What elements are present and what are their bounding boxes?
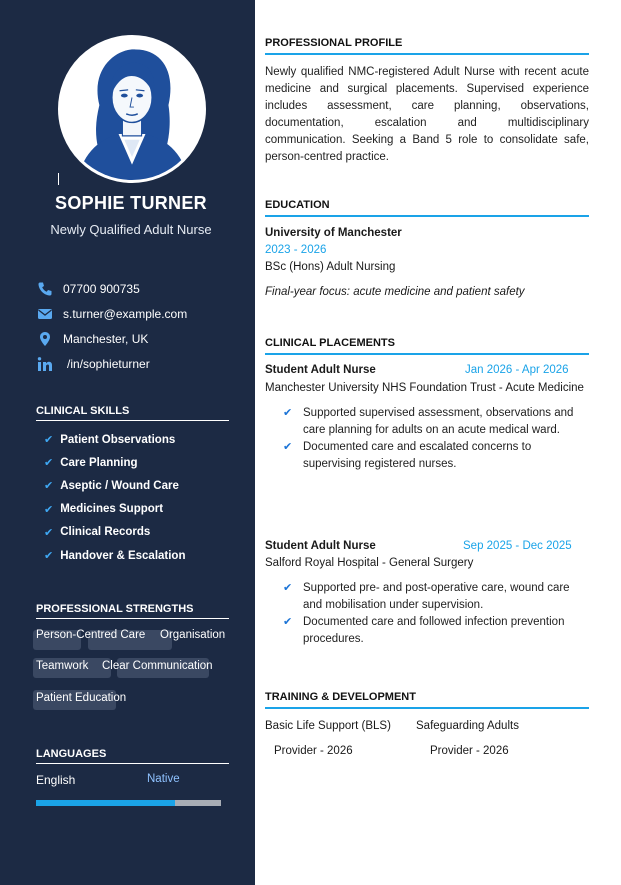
placement-dates: Sep 2025 - Dec 2025 <box>463 540 572 552</box>
check-icon: ✔ <box>283 407 293 419</box>
location-pin-icon <box>36 330 54 348</box>
training-name: Basic Life Support (BLS) <box>265 720 391 732</box>
education-years: 2023 - 2026 <box>265 244 327 256</box>
profile-summary: Newly qualified NMC-registered Adult Nurse with recent acute medicine and surgical placements. Supervised experience includes assessment, care planning, observations, documentation, escalation and multidisciplinary communication. Seeking a Band 5 role to consolidate safe, person-centred practice. <box>265 66 589 163</box>
check-icon: ✔ <box>44 526 54 539</box>
envelope-icon <box>36 305 54 323</box>
placement-org: Manchester University NHS Foundation Trust - Acute Medicine <box>265 382 584 394</box>
skill-item <box>44 428 185 451</box>
bullet-text: Documented care and escalated concerns to supervising registered nurses. <box>303 441 532 470</box>
training-name: Safeguarding Adults <box>416 720 519 732</box>
phone-text: 07700 900735 <box>63 281 140 296</box>
placement-role: Student Adult Nurse <box>265 540 376 552</box>
candidate-name: SOPHIE TURNER <box>55 193 207 213</box>
strength-tag: Organisation <box>160 629 226 641</box>
skill-item <box>44 544 185 567</box>
strengths-heading: PROFESSIONAL STRENGTHS <box>36 603 229 619</box>
skill-item <box>44 474 185 497</box>
strength-tag: Teamwork <box>36 660 89 672</box>
placement-dates: Jan 2026 - Apr 2026 <box>465 364 569 376</box>
education-focus: Final-year focus: acute medicine and patient safety <box>265 286 525 298</box>
phone-icon <box>36 280 54 298</box>
placement-bullets <box>283 580 583 648</box>
language-proficiency-bar <box>36 800 221 806</box>
contact-location <box>36 326 236 351</box>
strength-tag: Person-Centred Care <box>36 629 146 641</box>
text-cursor <box>58 173 59 185</box>
bullet-text: Supported supervised assessment, observations and care planning for adults on an acute medical ward. <box>303 407 574 436</box>
skill-label: Aseptic / Wound Care <box>60 479 179 492</box>
check-icon: ✔ <box>44 503 54 516</box>
language-proficiency-fill <box>36 800 175 806</box>
languages-heading: LANGUAGES <box>36 748 229 764</box>
skill-label: Handover & Escalation <box>60 549 186 562</box>
profile-heading: PROFESSIONAL PROFILE <box>265 37 589 55</box>
language-name: English <box>36 773 76 787</box>
bullet-text: Documented care and followed infection prevention procedures. <box>303 616 565 645</box>
skill-label: Patient Observations <box>60 433 176 446</box>
check-icon: ✔ <box>44 480 54 493</box>
training-provider: Provider - 2026 <box>430 745 509 757</box>
training-provider: Provider - 2026 <box>274 745 353 757</box>
linkedin-icon <box>36 355 54 373</box>
placements-heading: CLINICAL PLACEMENTS <box>265 337 589 355</box>
placement-role: Student Adult Nurse <box>265 364 376 376</box>
sidebar <box>0 0 255 885</box>
contact-email <box>36 301 236 326</box>
skill-label: Clinical Records <box>60 526 151 539</box>
avatar <box>58 35 206 183</box>
skill-label: Care Planning <box>60 456 138 469</box>
portrait-illustration-icon <box>61 38 203 180</box>
placement-bullet <box>283 580 583 614</box>
linkedin-link[interactable]: /in/sophieturner <box>67 356 150 371</box>
location-text: Manchester, UK <box>63 331 149 346</box>
placement-bullet <box>283 439 583 473</box>
placement-bullets <box>283 405 583 473</box>
placement-bullet <box>283 614 583 648</box>
strength-tag: Patient Education <box>36 692 127 704</box>
clinical-skills-heading: CLINICAL SKILLS <box>36 405 229 421</box>
bullet-text: Supported pre- and post-operative care, wound care and mobilisation under supervision. <box>303 582 570 611</box>
skill-label: Medicines Support <box>60 503 164 516</box>
skill-item <box>44 451 185 474</box>
education-heading: EDUCATION <box>265 199 589 217</box>
strength-tag: Clear Communication <box>102 660 213 672</box>
check-icon: ✔ <box>44 457 54 470</box>
placement-bullet <box>283 405 583 439</box>
skill-item <box>44 498 185 521</box>
skill-item <box>44 521 185 544</box>
candidate-title: Newly Qualified Adult Nurse <box>50 222 212 237</box>
clinical-skills-list <box>44 428 185 567</box>
check-icon: ✔ <box>44 550 54 563</box>
check-icon: ✔ <box>44 434 54 447</box>
check-icon: ✔ <box>283 616 293 628</box>
education-degree: BSc (Hons) Adult Nursing <box>265 261 396 273</box>
language-level: Native <box>147 773 180 785</box>
placement-org: Salford Royal Hospital - General Surgery <box>265 557 474 569</box>
check-icon: ✔ <box>283 441 293 453</box>
contact-phone <box>36 276 236 301</box>
education-school: University of Manchester <box>265 227 402 239</box>
email-link[interactable]: s.turner@example.com <box>63 306 188 321</box>
contact-list <box>36 276 236 376</box>
contact-linkedin <box>36 351 236 376</box>
check-icon: ✔ <box>283 582 293 594</box>
training-heading: TRAINING & DEVELOPMENT <box>265 691 589 709</box>
